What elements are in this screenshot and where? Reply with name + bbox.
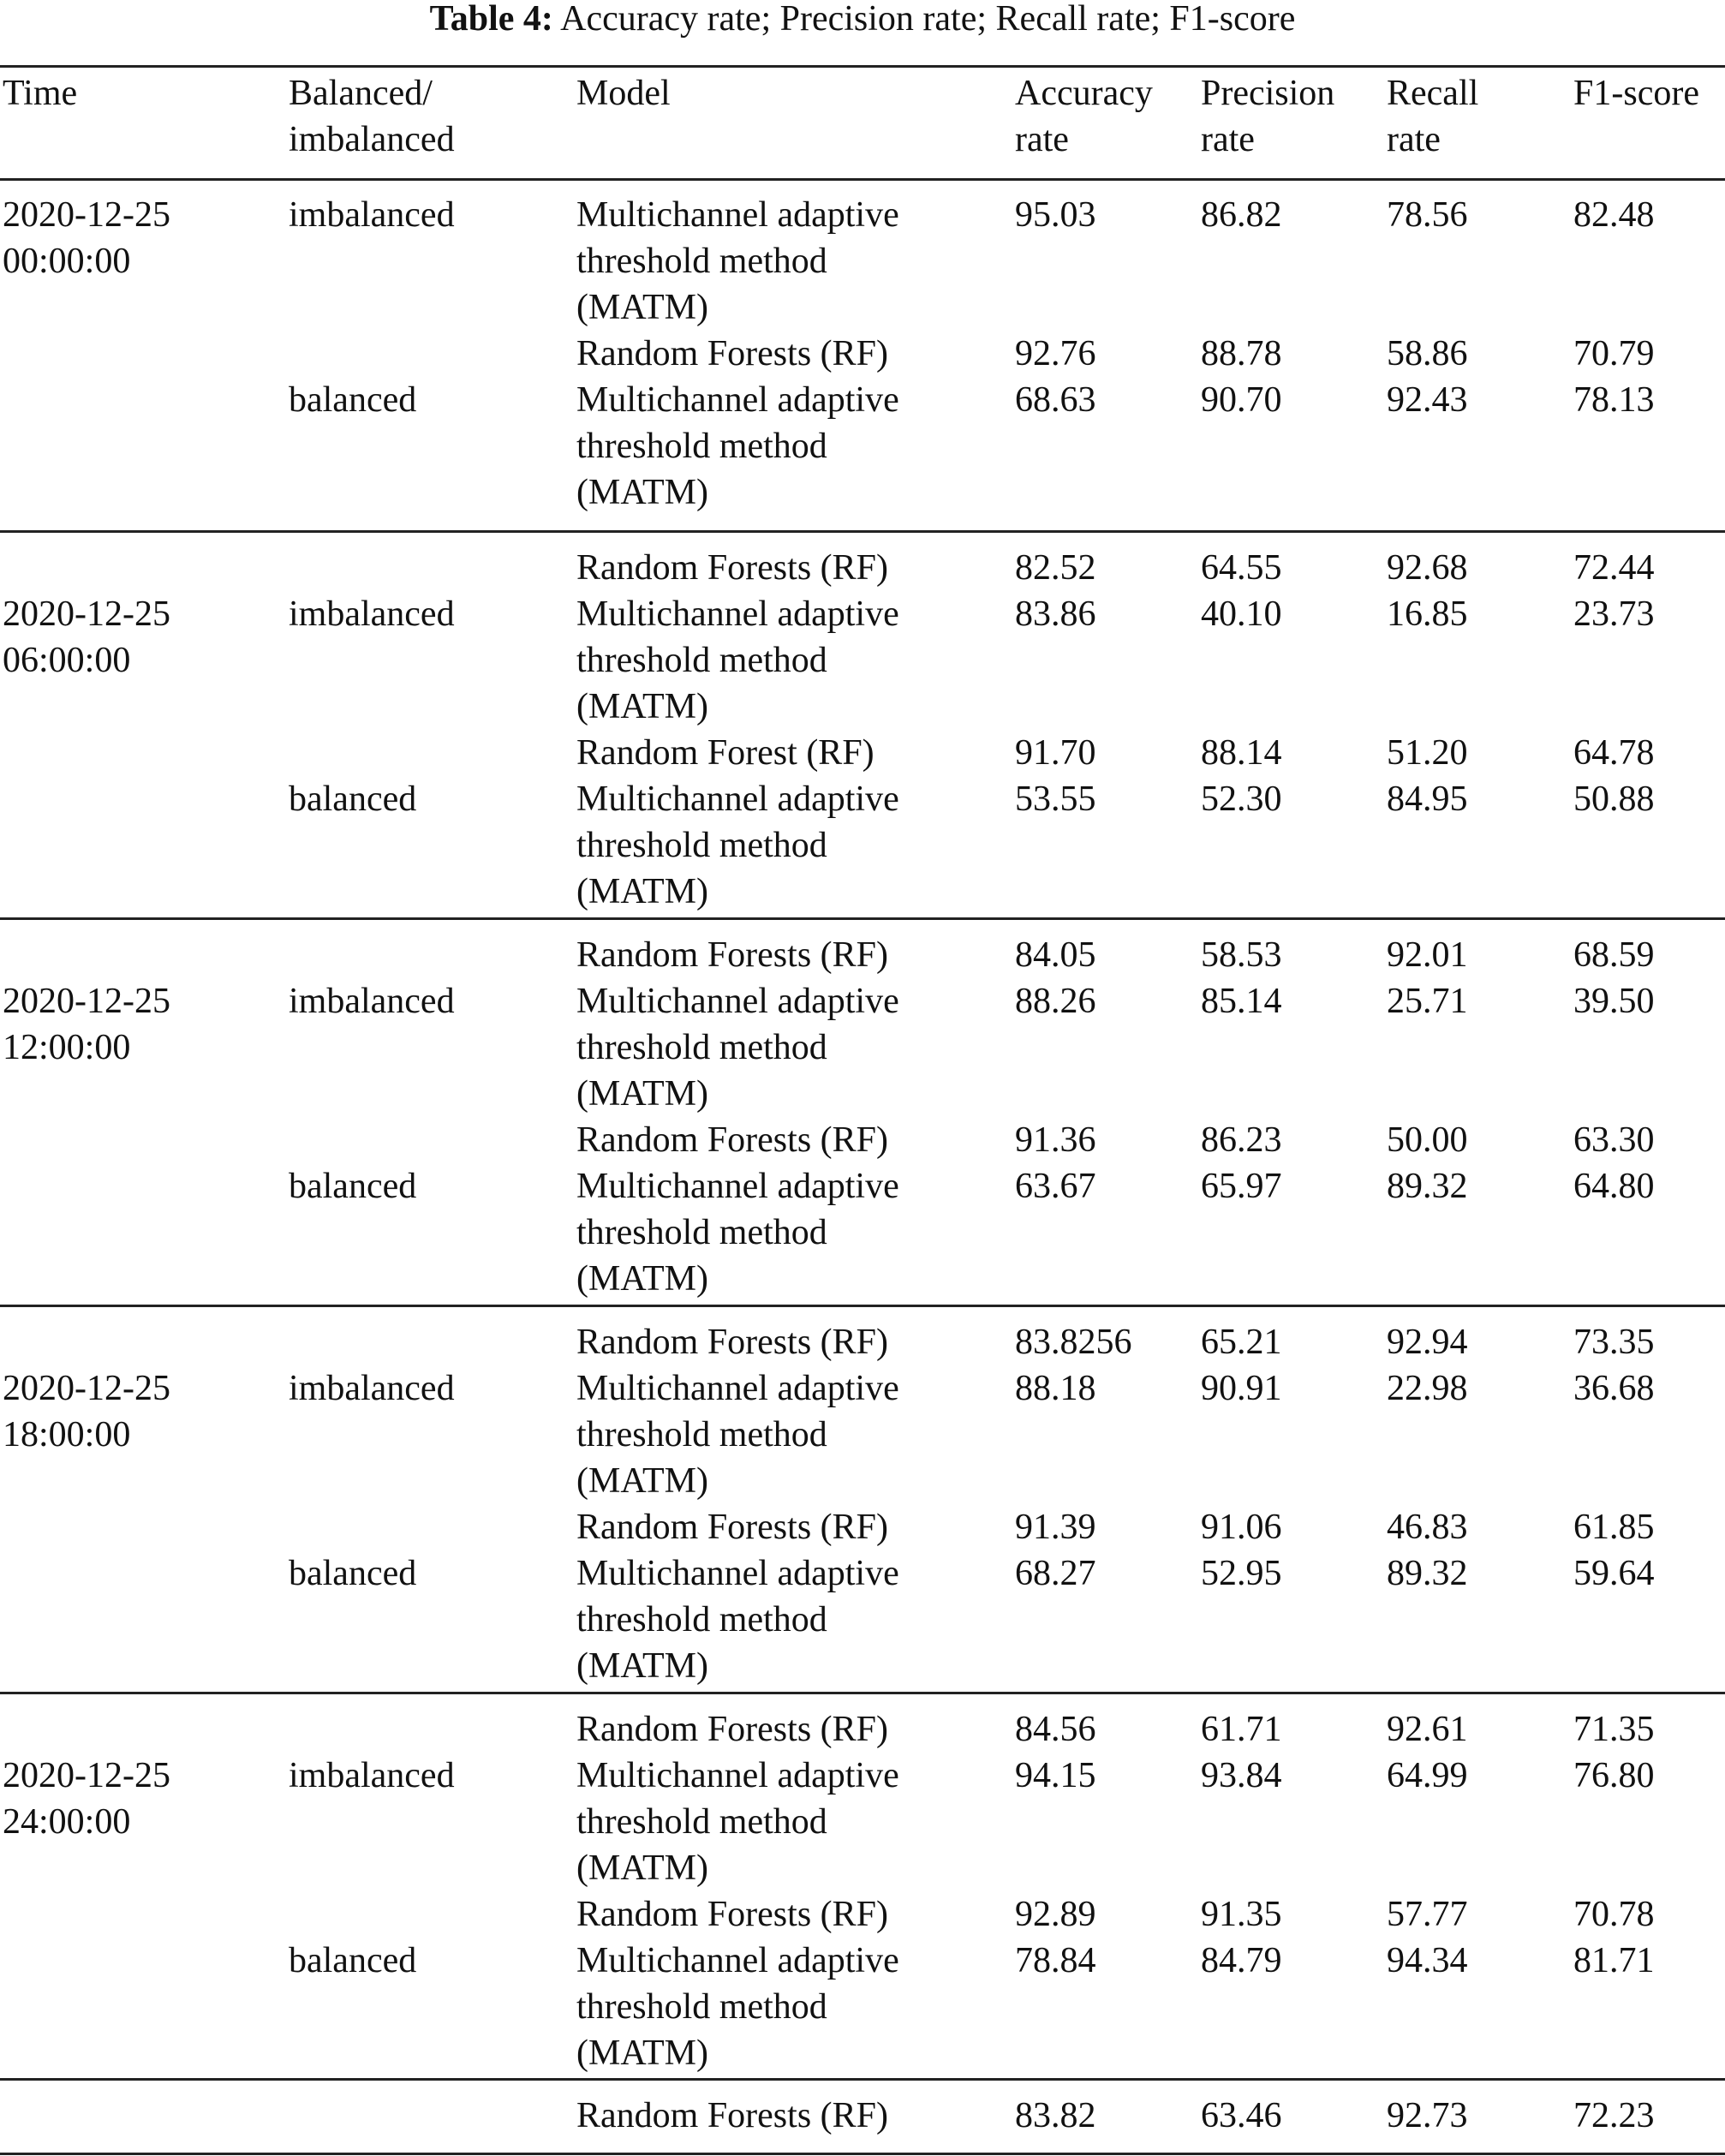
table-cell-precision: 93.84 — [1201, 1756, 1282, 1795]
table-cell-f1: 36.68 — [1573, 1369, 1655, 1408]
table-cell-accuracy: 53.55 — [1015, 779, 1096, 819]
table-cell-f1: 68.59 — [1573, 935, 1655, 975]
table-cell-recall: 89.32 — [1387, 1554, 1468, 1593]
table-cell-f1: 23.73 — [1573, 594, 1655, 634]
table-cell-precision: 65.21 — [1201, 1323, 1282, 1362]
table-cell-model: Multichannel adaptive threshold method (MATM) — [576, 380, 899, 512]
table-cell-f1: 73.35 — [1573, 1323, 1655, 1362]
table-cell-recall: 92.43 — [1387, 380, 1468, 420]
table-caption-label: Table 4: — [429, 0, 553, 39]
group-imbalanced-label: imbalanced — [289, 1756, 455, 1795]
table-cell-precision: 61.71 — [1201, 1710, 1282, 1749]
table-cell-accuracy: 94.15 — [1015, 1756, 1096, 1795]
header-time: Time — [3, 74, 78, 113]
group-time: 2020-12-25 00:00:00 — [3, 195, 170, 281]
table-cell-model: Multichannel adaptive threshold method (MATM) — [576, 1554, 899, 1686]
header-accuracy: Accuracy rate — [1015, 74, 1153, 159]
table-cell-recall: 78.56 — [1387, 195, 1468, 235]
table-cell-recall: 46.83 — [1387, 1508, 1468, 1547]
table-cell-precision: 88.14 — [1201, 733, 1282, 773]
table-cell-model: Random Forests (RF) — [576, 1710, 889, 1749]
table-cell-f1: 64.80 — [1573, 1167, 1655, 1206]
group-imbalanced-label: imbalanced — [289, 1369, 455, 1408]
table-cell-precision: 86.82 — [1201, 195, 1282, 235]
table-cell-recall: 22.98 — [1387, 1369, 1468, 1408]
table-cell-accuracy: 78.84 — [1015, 1941, 1096, 1980]
table-cell-model: Random Forests (RF) — [576, 1895, 889, 1934]
table-cell-model: Multichannel adaptive threshold method (MATM) — [576, 195, 899, 327]
table-cell-model: Multichannel adaptive threshold method (MATM) — [576, 594, 899, 726]
table-cell-accuracy: 91.39 — [1015, 1508, 1096, 1547]
group-rule — [0, 2078, 1725, 2081]
group-time: 2020-12-25 24:00:00 — [3, 1756, 170, 1842]
group-rule — [0, 530, 1725, 533]
table-cell-f1: 81.71 — [1573, 1941, 1655, 1980]
table-cell-model: Multichannel adaptive threshold method (MATM) — [576, 1369, 899, 1501]
table-cell-f1: 59.64 — [1573, 1554, 1655, 1593]
group-balanced-label: balanced — [289, 779, 417, 819]
table-cell-f1: 78.13 — [1573, 380, 1655, 420]
table-cell-accuracy: 84.56 — [1015, 1710, 1096, 1749]
table-cell-accuracy: 88.18 — [1015, 1369, 1096, 1408]
group-rule — [0, 1305, 1725, 1307]
group-time: 2020-12-25 06:00:00 — [3, 594, 170, 680]
table-cell-recall: 57.77 — [1387, 1895, 1468, 1934]
group-rule — [0, 1692, 1725, 1694]
table-cell-model: Random Forests (RF) — [576, 334, 889, 373]
table-cell-precision: 64.55 — [1201, 548, 1282, 588]
table-cell-accuracy: 84.05 — [1015, 935, 1096, 975]
table-cell-model: Multichannel adaptive threshold method (MATM) — [576, 779, 899, 911]
header-precision: Precision rate — [1201, 74, 1335, 159]
group-time: 2020-12-25 18:00:00 — [3, 1369, 170, 1454]
table-cell-precision: 86.23 — [1201, 1120, 1282, 1160]
table-cell-f1: 50.88 — [1573, 779, 1655, 819]
table-cell-recall: 16.85 — [1387, 594, 1468, 634]
table-cell-f1: 64.78 — [1573, 733, 1655, 773]
table-cell-model: Multichannel adaptive threshold method (MATM) — [576, 1756, 899, 1888]
table-cell-model: Random Forest (RF) — [576, 733, 874, 773]
table-cell-accuracy: 92.89 — [1015, 1895, 1096, 1934]
group-imbalanced-label: imbalanced — [289, 195, 455, 235]
table-cell-precision: 91.06 — [1201, 1508, 1282, 1547]
table-cell-precision: 52.30 — [1201, 779, 1282, 819]
table-cell-recall: 92.73 — [1387, 2096, 1468, 2135]
table-cell-recall: 58.86 — [1387, 334, 1468, 373]
table-cell-precision: 84.79 — [1201, 1941, 1282, 1980]
header-rule — [0, 178, 1725, 181]
table-cell-accuracy: 92.76 — [1015, 334, 1096, 373]
table-cell-f1: 61.85 — [1573, 1508, 1655, 1547]
table-cell-model: Multichannel adaptive threshold method (MATM) — [576, 1167, 899, 1299]
group-balanced-label: balanced — [289, 380, 417, 420]
table-cell-f1: 63.30 — [1573, 1120, 1655, 1160]
table-cell-accuracy: 91.36 — [1015, 1120, 1096, 1160]
table-cell-recall: 92.94 — [1387, 1323, 1468, 1362]
table-caption — [0, 0, 1725, 38]
table-cell-accuracy: 68.63 — [1015, 380, 1096, 420]
table-cell-model: Random Forests (RF) — [576, 935, 889, 975]
table-cell-model: Random Forests (RF) — [576, 1323, 889, 1362]
group-imbalanced-label: imbalanced — [289, 982, 455, 1021]
table-cell-precision: 85.14 — [1201, 982, 1282, 1021]
table-cell-accuracy: 88.26 — [1015, 982, 1096, 1021]
table-cell-precision: 88.78 — [1201, 334, 1282, 373]
table-cell-precision: 52.95 — [1201, 1554, 1282, 1593]
table-cell-precision: 58.53 — [1201, 935, 1282, 975]
table-cell-f1: 72.23 — [1573, 2096, 1655, 2135]
table-caption-text: Accuracy rate; Precision rate; Recall rate; F1-score — [560, 0, 1296, 39]
table-cell-precision: 63.46 — [1201, 2096, 1282, 2135]
header-recall: Recall rate — [1387, 74, 1479, 159]
table-cell-precision: 90.70 — [1201, 380, 1282, 420]
table-cell-accuracy: 83.8256 — [1015, 1323, 1132, 1362]
table-cell-f1: 70.78 — [1573, 1895, 1655, 1934]
table-cell-f1: 71.35 — [1573, 1710, 1655, 1749]
table-cell-recall: 84.95 — [1387, 779, 1468, 819]
table-cell-recall: 92.68 — [1387, 548, 1468, 588]
table-cell-model: Multichannel adaptive threshold method (MATM) — [576, 982, 899, 1114]
header-balanced: Balanced/ imbalanced — [289, 74, 455, 159]
table-cell-precision: 65.97 — [1201, 1167, 1282, 1206]
table-bottom-rule — [0, 2153, 1725, 2155]
table-cell-model: Random Forests (RF) — [576, 2096, 889, 2135]
table-cell-precision: 90.91 — [1201, 1369, 1282, 1408]
table-cell-recall: 92.01 — [1387, 935, 1468, 975]
table-cell-recall: 51.20 — [1387, 733, 1468, 773]
table-cell-f1: 76.80 — [1573, 1756, 1655, 1795]
group-balanced-label: balanced — [289, 1167, 417, 1206]
table-top-rule — [0, 65, 1725, 68]
header-f1: F1-score — [1573, 74, 1699, 113]
table-cell-recall: 64.99 — [1387, 1756, 1468, 1795]
table-cell-model: Random Forests (RF) — [576, 1508, 889, 1547]
group-time: 2020-12-25 12:00:00 — [3, 982, 170, 1067]
group-imbalanced-label: imbalanced — [289, 594, 455, 634]
table-cell-recall: 50.00 — [1387, 1120, 1468, 1160]
table-cell-recall: 25.71 — [1387, 982, 1468, 1021]
table-cell-recall: 92.61 — [1387, 1710, 1468, 1749]
header-model: Model — [576, 74, 671, 113]
table-cell-f1: 72.44 — [1573, 548, 1655, 588]
table-cell-f1: 39.50 — [1573, 982, 1655, 1021]
table-cell-accuracy: 83.82 — [1015, 2096, 1096, 2135]
group-balanced-label: balanced — [289, 1554, 417, 1593]
table-cell-f1: 82.48 — [1573, 195, 1655, 235]
table-cell-model: Multichannel adaptive threshold method (MATM) — [576, 1941, 899, 2073]
table-cell-precision: 40.10 — [1201, 594, 1282, 634]
table-cell-model: Random Forests (RF) — [576, 548, 889, 588]
table-cell-accuracy: 83.86 — [1015, 594, 1096, 634]
table-cell-accuracy: 68.27 — [1015, 1554, 1096, 1593]
table-cell-accuracy: 63.67 — [1015, 1167, 1096, 1206]
table-cell-precision: 91.35 — [1201, 1895, 1282, 1934]
table-cell-f1: 70.79 — [1573, 334, 1655, 373]
group-balanced-label: balanced — [289, 1941, 417, 1980]
table-cell-recall: 94.34 — [1387, 1941, 1468, 1980]
table-cell-accuracy: 82.52 — [1015, 548, 1096, 588]
table-cell-recall: 89.32 — [1387, 1167, 1468, 1206]
table-cell-accuracy: 91.70 — [1015, 733, 1096, 773]
table-cell-accuracy: 95.03 — [1015, 195, 1096, 235]
table-cell-model: Random Forests (RF) — [576, 1120, 889, 1160]
group-rule — [0, 917, 1725, 920]
